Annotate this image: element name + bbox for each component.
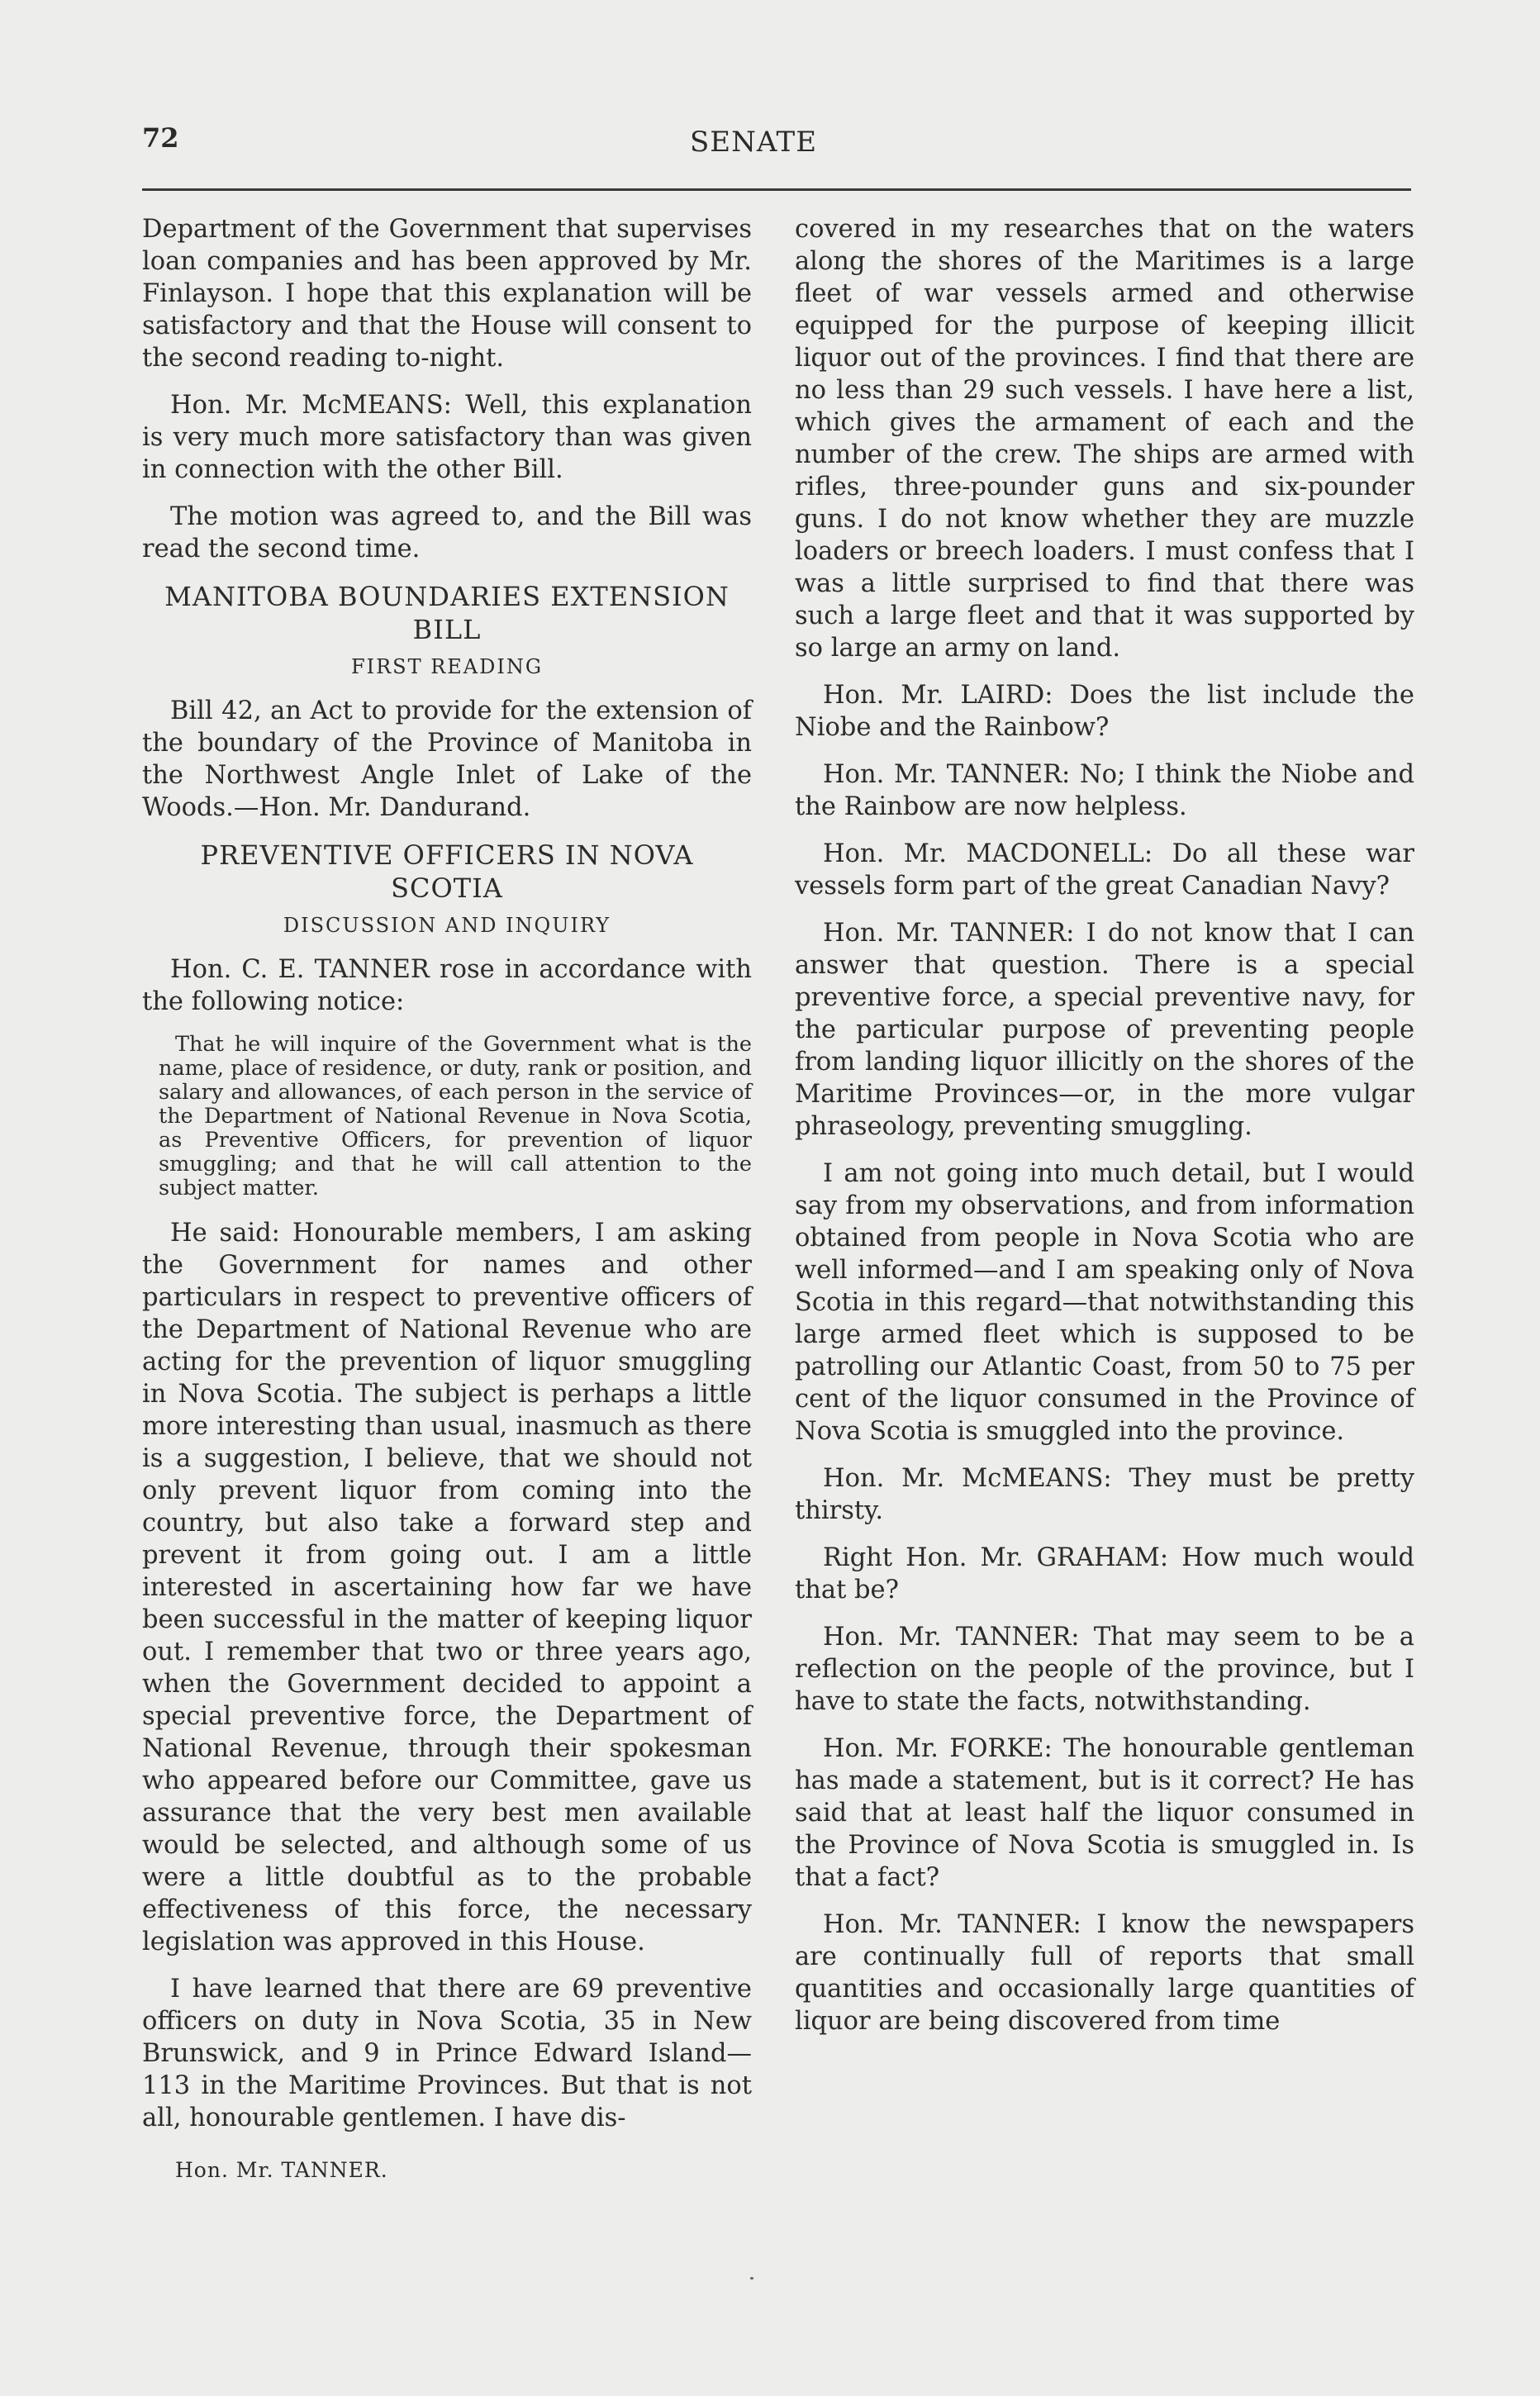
paragraph: Hon. Mr. McMEANS: They must be pretty thirsty. xyxy=(795,1464,1414,1525)
paragraph: Hon. C. E. TANNER rose in accordance with the following notice: xyxy=(142,955,752,1016)
paragraph: Hon. Mr. MACDONELL: Do all these war vessels form part of the great Canadian Navy? xyxy=(795,839,1414,901)
paragraph: I have learned that there are 69 preventive officers on duty in Nova Scotia, 35 in New Brunswick, and 9 in Prince Edward Island—113 in the Maritime Provinces. But that is not all, honourable gentlemen. I have dis- xyxy=(142,1975,752,2132)
paragraph: Department of the Government that supervises loan companies and has been approved by Mr. Finlayson. I hope that this explanation will be satisfactory and that the House will consent to the second reading to-night. xyxy=(142,215,752,373)
page-number: 72 xyxy=(142,122,179,154)
section-heading: PREVENTIVE OFFICERS IN NOVA SCOTIA xyxy=(200,839,694,904)
notice-text: That he will inquire of the Government what is the name, place of residence, or duty, rank or position, and salary and allowances, of each person in the service of the Department of National Revenue in Nova Scotia, as Preventive Officers, for prevention of liquor smuggling; and that he will call attention to the subject matter. xyxy=(159,1032,752,1200)
paragraph: Hon. Mr. FORKE: The honourable gentleman has made a statement, but is it correct? He has said that at least half the liquor consumed in the Province of Nova Scotia is smuggled in. Is that a fact? xyxy=(795,1734,1414,1892)
ink-mark xyxy=(750,2277,753,2280)
paragraph: covered in my researches that on the waters along the shores of the Maritimes is a large fleet of war vessels armed and otherwise equipped for the purpose of keeping illicit liquor out of the provinces. I find that there are no less than 29 such vessels. I have here a list, which gives the armament of each and the number of the crew. The ships are armed with rifles, three-pounder guns and six-pounder guns. I do not know whether they are muzzle loaders or breech loaders. I must confess that I was a little surprised to find that there was such a large fleet and that it was supported by so large an army on land. xyxy=(795,215,1414,663)
section-heading: MANITOBA BOUNDARIES EXTENSION BILL xyxy=(164,581,730,645)
paragraph: Hon. Mr. TANNER: No; I think the Niobe and the Rainbow are now helpless. xyxy=(795,760,1414,821)
paragraph: He said: Honourable members, I am asking the Government for names and other particulars in respect to preventive officers of the Department of National Revenue who are acting for the prevention of liquor smuggling in Nova Scotia. The subject is perhaps a little more interesting than usual, inasmuch as there is a suggestion, I believe, that we should not only prevent liquor from coming into the country, but also take a forward step and prevent it from going out. I am a little interested in ascertaining how far we have been successful in the matter of keeping liquor out. I remember that two or three years ago, when the Government decided to appoint a special preventive force, the Department of National Revenue, through their spokesman who appeared before our Committee, gave us assurance that the very best men available would be selected, and although some of us were a little doubtful as to the probable effectiveness of this force, the necessary legislation was approved in this House. xyxy=(142,1219,752,1956)
paragraph: Hon. Mr. TANNER: I do not know that I can answer that question. There is a special preventive force, a special preventive navy, for the particular purpose of preventing people from landing liquor illicitly on the shores of the Maritime Provinces—or, in the more vulgar phraseology, preventing smuggling. xyxy=(795,919,1414,1141)
section-subheading: DISCUSSION AND INQUIRY xyxy=(283,914,611,937)
left-column xyxy=(142,213,752,2149)
paragraph: Hon. Mr. TANNER: I know the newspapers are continually full of reports that small quantities and occasionally large quantities of liquor are being discovered from time xyxy=(795,1910,1414,2036)
right-column xyxy=(795,213,1414,2052)
paragraph: The motion was agreed to, and the Bill was read the second time. xyxy=(142,502,752,563)
running-head: SENATE xyxy=(689,126,818,159)
header-rule xyxy=(142,188,1411,191)
paragraph: Hon. Mr. McMEANS: Well, this explanation is very much more satisfactory than was given in connection with the other Bill. xyxy=(142,391,752,484)
paragraph: Hon. Mr. TANNER: That may seem to be a reflection on the people of the province, but I have to state the facts, notwithstanding. xyxy=(795,1623,1414,1716)
notice-block xyxy=(159,1033,752,1200)
paragraph: Right Hon. Mr. GRAHAM: How much would that be? xyxy=(795,1543,1414,1604)
paragraph: Bill 42, an Act to provide for the extension of the boundary of the Province of Manitoba in the Northwest Angle Inlet of Lake of the Woods.—Hon. Mr. Dandurand. xyxy=(142,696,752,822)
section-subheading: FIRST READING xyxy=(350,655,544,678)
paragraph: Hon. Mr. LAIRD: Does the list include the Niobe and the Rainbow? xyxy=(795,681,1414,742)
paragraph: I am not going into much detail, but I would say from my observations, and from information obtained from people in Nova Scotia who are well informed—and I am speaking only of Nova Scotia in this regard—that notwithstanding this large armed fleet which is supposed to be patrolling our Atlantic Coast, from 50 to 75 per cent of the liquor consumed in the Province of Nova Scotia is smuggled into the province. xyxy=(795,1159,1414,1446)
footer-speaker: Hon. Mr. TANNER. xyxy=(175,2158,388,2182)
